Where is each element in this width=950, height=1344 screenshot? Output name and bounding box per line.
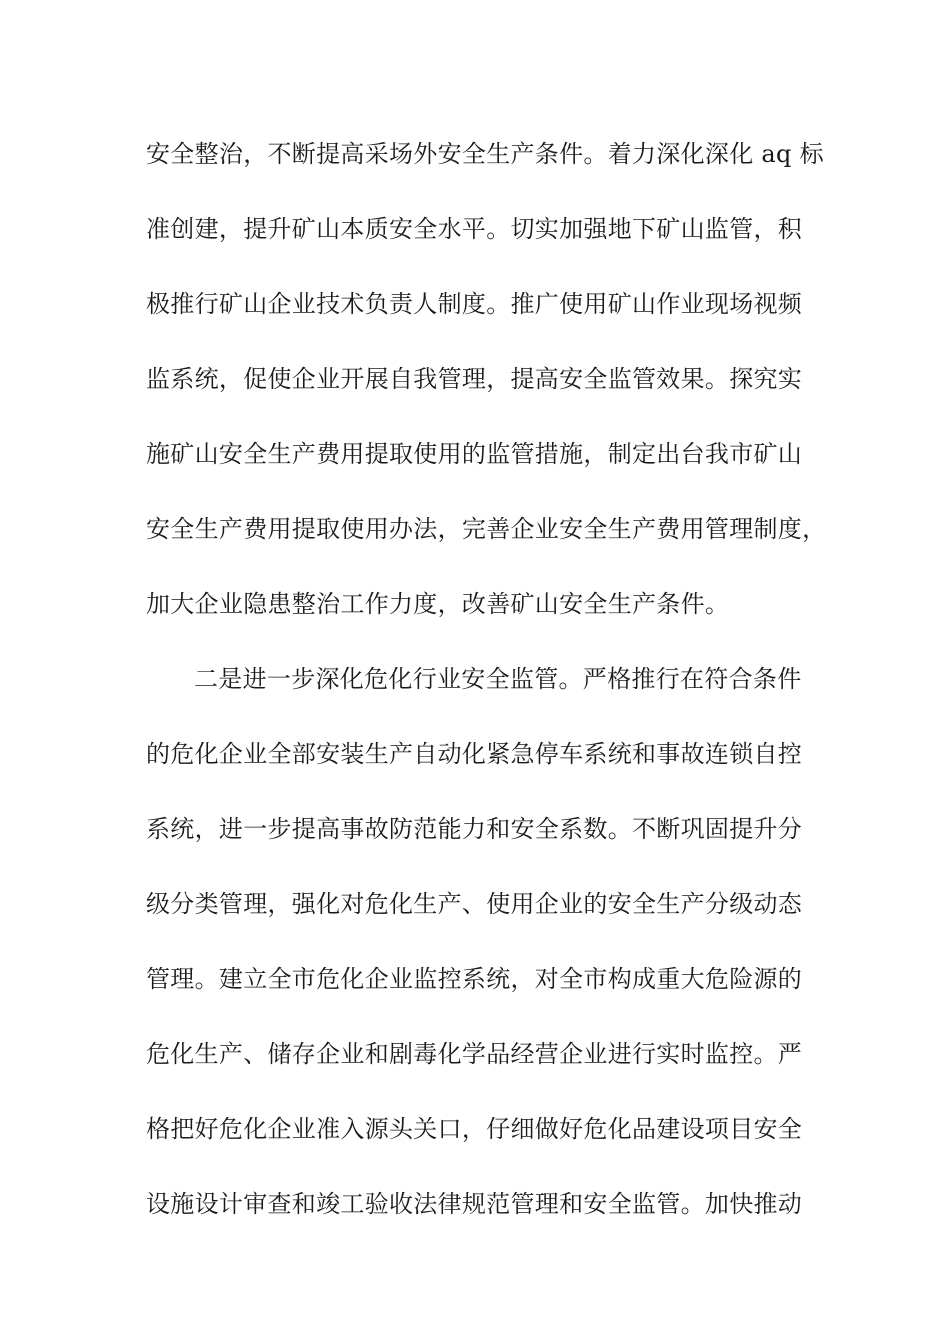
text-line: 极推行矿山企业技术负责人制度。推广使用矿山作业现场视频	[146, 290, 803, 318]
text-line: 监系统，促使企业开展自我管理，提高安全监管效果。探究实	[146, 365, 803, 393]
paragraph-1	[146, 130, 827, 655]
text-line: 设施设计审查和竣工验收法律规范管理和安全监管。加快推动	[146, 1190, 803, 1218]
document-body	[146, 130, 827, 1255]
text-line: 安全生产费用提取使用办法，完善企业安全生产费用管理制度，	[146, 515, 827, 543]
text-line: 级分类管理，强化对危化生产、使用企业的安全生产分级动态	[146, 890, 803, 918]
text-line: 安全整治，不断提高采场外安全生产条件。着力深化深化 aq 标	[146, 140, 824, 168]
text-line: 加大企业隐患整治工作力度，改善矿山安全生产条件。	[146, 590, 730, 618]
text-line: 准创建，提升矿山本质安全水平。切实加强地下矿山监管，积	[146, 215, 803, 243]
text-line: 管理。建立全市危化企业监控系统，对全市构成重大危险源的	[146, 965, 803, 993]
text-line: 格把好危化企业准入源头关口，仔细做好危化品建设项目安全	[146, 1115, 803, 1143]
text-line: 危化生产、储存企业和剧毒化学品经营企业进行实时监控。严	[146, 1040, 803, 1068]
text-line: 二是进一步深化危化行业安全监管。严格推行在符合条件	[194, 665, 802, 693]
paragraph-2	[146, 655, 822, 1255]
text-line: 的危化企业全部安装生产自动化紧急停车系统和事故连锁自控	[146, 740, 803, 768]
text-line: 施矿山安全生产费用提取使用的监管措施，制定出台我市矿山	[146, 440, 803, 468]
text-line: 系统，进一步提高事故防范能力和安全系数。不断巩固提升分	[146, 815, 803, 843]
